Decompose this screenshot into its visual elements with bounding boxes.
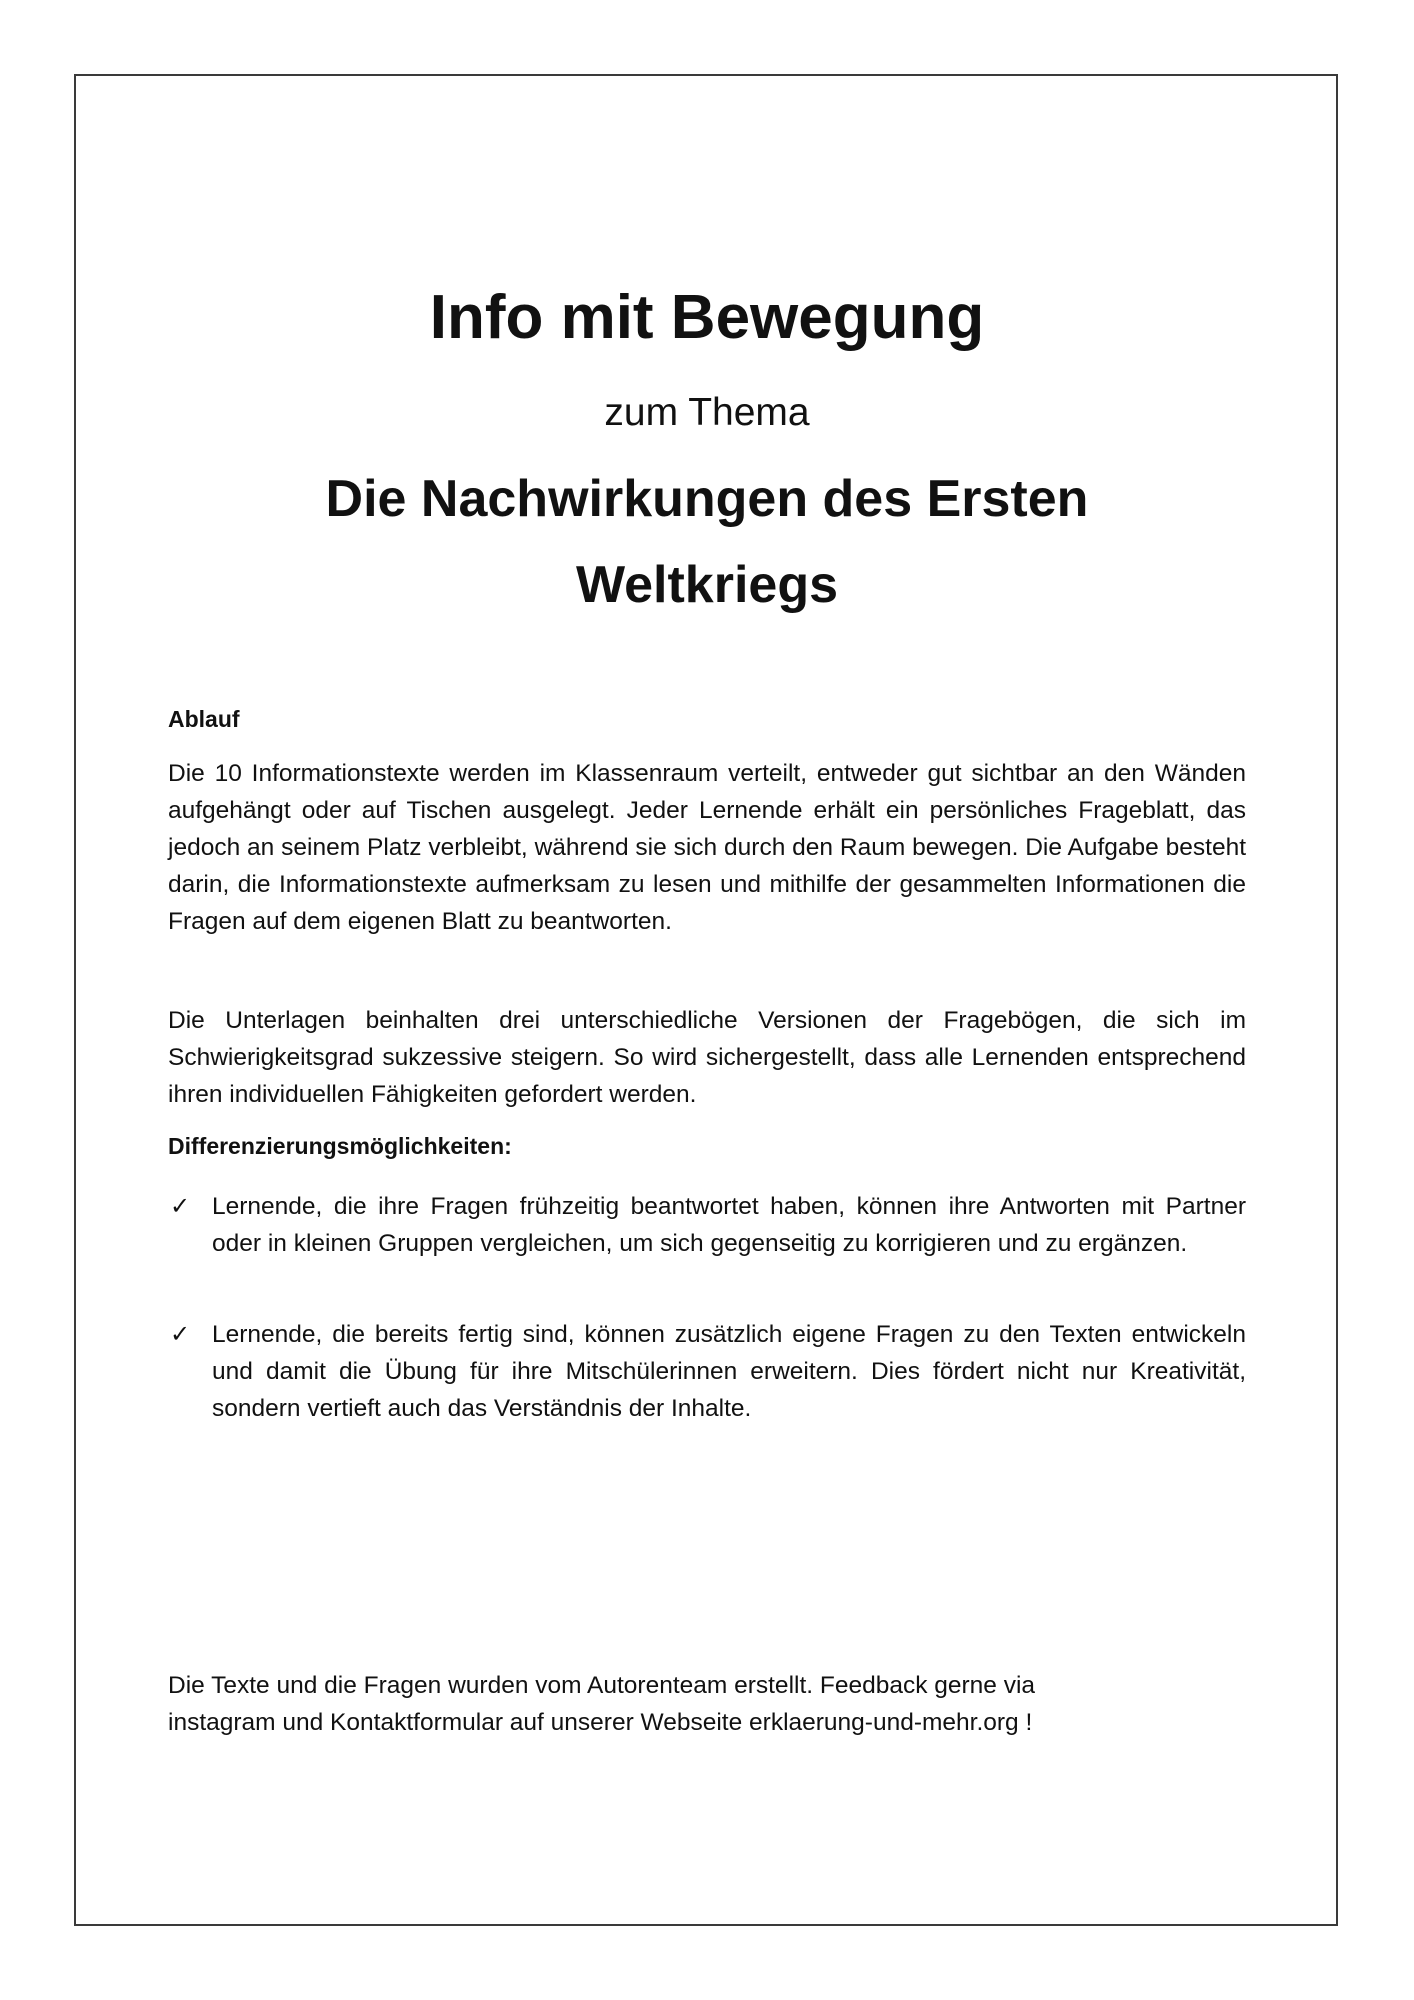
ablauf-paragraph-1: Die 10 Informationstexte werden im Klassenraum verteilt, entweder gut sichtbar an den Wänden aufgehängt oder auf Tischen ausgelegt. Jeder Lernende erhält ein persönliches Frageblatt, das jedoch an seinem Platz verbleibt, während sie sich durch den Raum bewegen. Die Aufgabe besteht darin, die Informationstexte aufmerksam zu lesen und mithilfe der gesammelten Informationen die Fragen auf dem eigenen Blatt zu beantworten.: [168, 760, 1246, 935]
document-subtitle: zum Thema: [604, 391, 810, 434]
differenzierung-list-item: [168, 1316, 1246, 1427]
ablauf-paragraph-2: Die Unterlagen beinhalten drei unterschiedliche Versionen der Fragebögen, die sich im Schwierigkeitsgrad sukzessive steigern. So wird sichergestellt, dass alle Lernenden entsprechend ihren individuellen Fähigkeiten gefordert werden.: [168, 1007, 1246, 1108]
differenzierung-item-text: Lernende, die ihre Fragen frühzeitig beantwortet haben, können ihre Antworten mit Partner oder in kleinen Gruppen vergleichen, um sich gegenseitig zu korrigieren und zu ergänzen.: [212, 1193, 1246, 1257]
differenzierung-list-item: [168, 1188, 1246, 1262]
document-title: Info mit Bewegung: [429, 283, 985, 352]
checkmark-icon: ✓: [170, 1193, 191, 1220]
footer-credit-line-1: Die Texte und die Fragen wurden vom Autorenteam erstellt. Feedback gerne via: [168, 1672, 1036, 1699]
section-heading-ablauf: Ablauf: [168, 706, 240, 732]
checkmark-icon: ✓: [170, 1321, 191, 1348]
footer-credit-line-2: instagram und Kontaktformular auf unserer Webseite erklaerung-und-mehr.org !: [168, 1709, 1033, 1736]
section-heading-differenzierung: Differenzierungsmöglichkeiten:: [168, 1133, 512, 1159]
document-topic: Die Nachwirkungen des Ersten Weltkriegs: [325, 470, 1089, 614]
differenzierung-item-text: Lernende, die bereits fertig sind, können zusätzlich eigene Fragen zu den Texten entwickeln und damit die Übung für ihre Mitschülerinnen erweitern. Dies fördert nicht nur Kreativität, sondern vertieft auch das Verständnis der Inhalte.: [212, 1321, 1246, 1422]
